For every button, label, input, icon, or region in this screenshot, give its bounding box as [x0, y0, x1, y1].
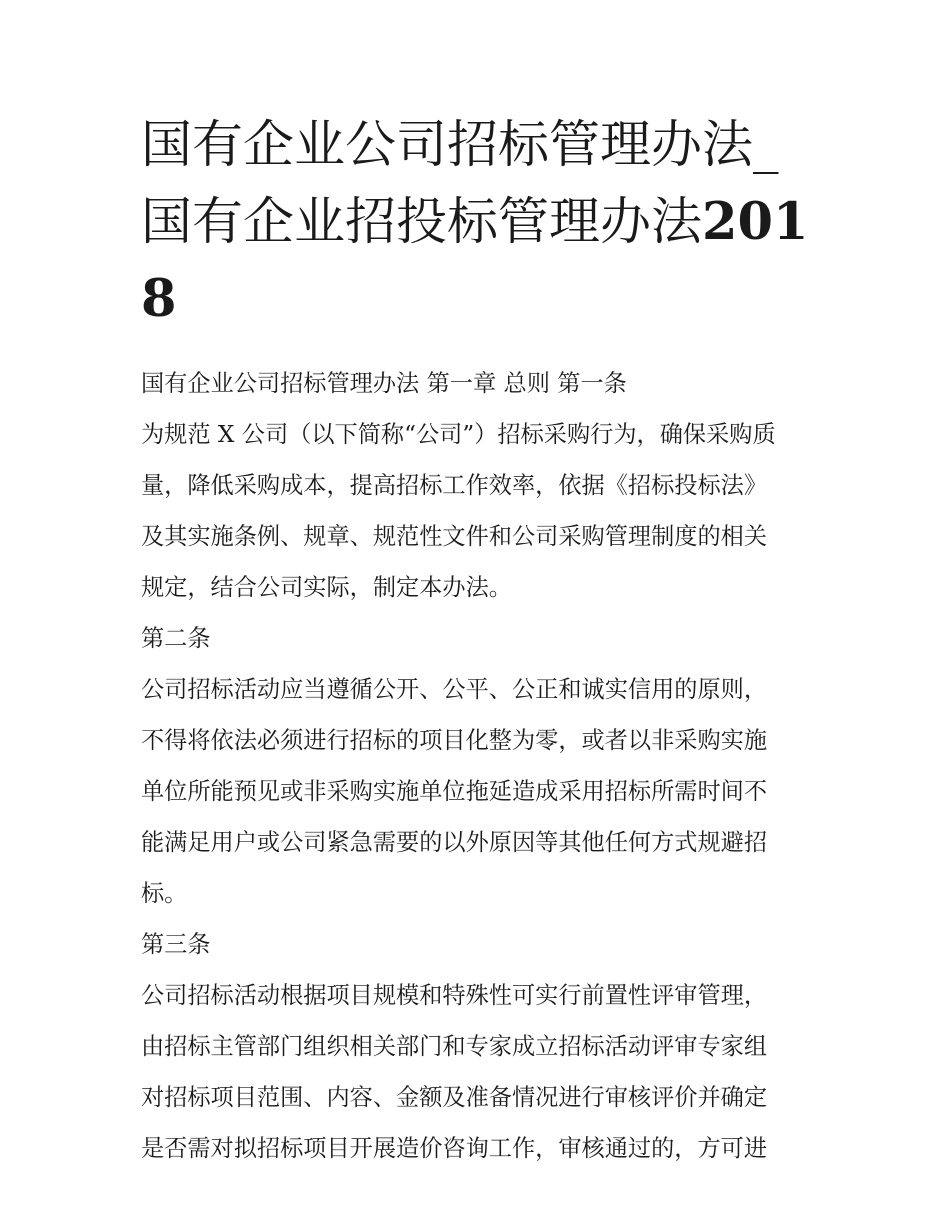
text-line: 国有企业公司招标管理办法 第一章 总则 第一条: [141, 370, 627, 397]
text-line: 能满足用户或公司紧急需要的以外原因等其他任何方式规避招: [141, 829, 768, 856]
text-line: 标。: [141, 880, 188, 907]
text-line: 不得将依法必须进行招标的项目化整为零，或者以非采购实施: [141, 727, 768, 754]
text-line: 是否需对拟招标项目开展造价咨询工作，审核通过的，方可进: [141, 1135, 768, 1162]
document-title-year: 2018: [141, 192, 809, 329]
text-line: 为规范 X 公司（以下简称“公司”）招标采购行为，确保采购质: [141, 421, 776, 448]
text-line: 单位所能预见或非采购实施单位拖延造成采用招标所需时间不: [141, 778, 768, 805]
text-line: 规定，结合公司实际，制定本办法。: [141, 574, 512, 601]
text-line: 公司招标活动应当遵循公开、公平、公正和诚实信用的原则，: [141, 676, 768, 703]
article-heading: 第二条: [141, 625, 211, 652]
document-content: [141, 108, 813, 1174]
text-line: 及其实施条例、规章、规范性文件和公司采购管理制度的相关: [141, 523, 768, 550]
text-line: 由招标主管部门组织相关部门和专家成立招标活动评审专家组: [141, 1033, 768, 1060]
text-line: 公司招标活动根据项目规模和特殊性可实行前置性评审管理，: [141, 982, 768, 1009]
document-title-main: 国有企业公司招标管理办法_国有企业招投标管理办法: [141, 116, 779, 252]
text-line: 对招标项目范围、内容、金额及准备情况进行审核评价并确定: [141, 1084, 768, 1111]
document-body: [141, 358, 813, 1174]
text-line: 量，降低采购成本，提高招标工作效率，依据《招标投标法》: [141, 472, 768, 499]
article-heading: 第三条: [141, 931, 211, 958]
document-title: [141, 108, 813, 338]
